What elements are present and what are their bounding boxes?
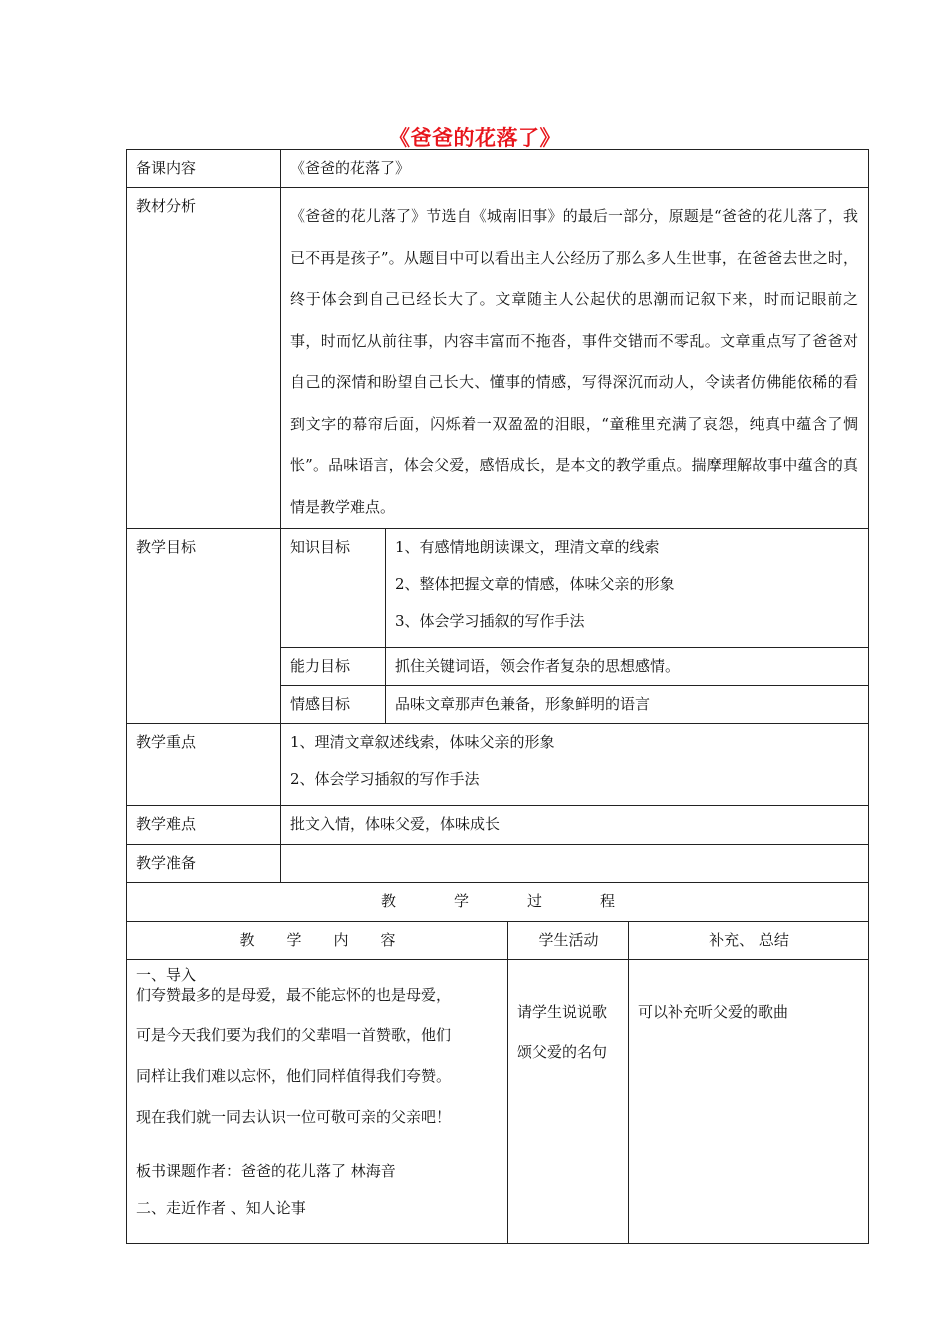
column-header-content xyxy=(127,922,507,950)
board-title-line: 板书课题作者：爸爸的花儿落了 林海音 xyxy=(136,1162,396,1180)
knowledge-item: 3、体会学习插叙的写作手法 xyxy=(395,612,585,630)
column-char: 教 xyxy=(239,931,255,949)
label-emotion-goal: 情感目标 xyxy=(290,695,351,713)
row-goals-knowledge xyxy=(127,529,869,648)
lesson-plan-table xyxy=(126,149,869,1244)
document-title: 《爸爸的花落了》 xyxy=(389,126,561,150)
row-process-columns xyxy=(127,922,869,960)
row-prep-content xyxy=(127,150,869,188)
label-analysis: 教材分析 xyxy=(136,197,197,215)
label-key-points: 教学重点 xyxy=(136,733,197,751)
lead-in-heading: 一、导入 xyxy=(136,966,197,984)
knowledge-item: 2、整体把握文章的情感，体味父亲的形象 xyxy=(395,575,675,593)
key-point-item: 2、体会学习插叙的写作手法 xyxy=(290,770,480,788)
row-process-heading xyxy=(127,883,869,922)
intro-line: 们夸赞最多的是母爱，最不能忘怀的也是母爱， xyxy=(136,986,452,1004)
activity-line: 颂父爱的名句 xyxy=(517,1043,608,1061)
intro-line: 同样让我们难以忘怀，他们同样值得我们夸赞。 xyxy=(136,1067,452,1085)
preparation-text xyxy=(281,845,868,852)
label-ability-goal: 能力目标 xyxy=(290,657,351,675)
column-header-activity: 学生活动 xyxy=(538,931,599,949)
row-key-points xyxy=(127,724,869,806)
process-heading xyxy=(127,883,868,911)
row-analysis xyxy=(127,188,869,529)
column-char: 内 xyxy=(333,931,349,949)
emotion-goal-text: 品味文章那声色兼备，形象鲜明的语言 xyxy=(395,695,651,713)
ability-goal-text: 抓住关键词语，领会作者复杂的思想感情。 xyxy=(395,657,681,675)
column-header-summary: 补充、 总结 xyxy=(709,931,789,949)
label-difficulty: 教学难点 xyxy=(136,815,197,833)
key-point-item: 1、理清文章叙述线索，体味父亲的形象 xyxy=(290,733,555,751)
value-prep-content: 《爸爸的花落了》 xyxy=(290,159,411,177)
knowledge-item: 1、有感情地朗读课文，理清文章的线索 xyxy=(395,538,660,556)
activity-line: 请学生说说歌 xyxy=(517,1003,608,1021)
section-two-heading: 二、走近作者 、知人论事 xyxy=(136,1199,306,1217)
label-preparation: 教学准备 xyxy=(136,854,197,872)
summary-text: 可以补充听父爱的歌曲 xyxy=(638,1003,789,1021)
label-prep-content: 备课内容 xyxy=(136,159,197,177)
heading-char: 过 xyxy=(527,892,543,910)
row-difficulty xyxy=(127,806,869,845)
heading-char: 程 xyxy=(600,892,616,910)
heading-char: 学 xyxy=(453,892,469,910)
label-goals: 教学目标 xyxy=(136,538,197,556)
label-knowledge-goal: 知识目标 xyxy=(290,538,351,556)
intro-line: 现在我们就一同去认识一位可敬可亲的父亲吧！ xyxy=(136,1108,452,1126)
analysis-text: 《爸爸的花儿落了》节选自《城南旧事》的最后一部分，原题是“爸爸的花儿落了，我已不再是孩子”。从题目中可以看出主人公经历了那么多人生世事，在爸爸去世之时，终于体会到自己已经长大了。文章随主人公起伏的思潮而记叙下来，时而记眼前之事，时而忆从前往事，内容丰富而不拖沓，事件交错而不零乱。文章重点写了爸爸对自己的深情和盼望自己长大、懂事的情感，写得深沉而动人，令读者仿佛能依稀的看到文字的幕帘后面，闪烁着一双盈盈的泪眼，“童稚里充满了哀怨，纯真中蕴含了惆怅”。品味语言，体会父爱，感悟成长，是本文的教学重点。揣摩理解故事中蕴含的真情是教学难点。 xyxy=(290,207,859,516)
heading-char: 教 xyxy=(380,892,396,910)
intro-line: 可是今天我们要为我们的父辈唱一首赞歌，他们 xyxy=(136,1026,452,1044)
column-char: 学 xyxy=(286,931,302,949)
column-char: 容 xyxy=(380,931,396,949)
difficulty-text: 批文入情，体味父爱，体味成长 xyxy=(290,815,501,833)
row-preparation xyxy=(127,845,869,883)
row-process-content xyxy=(127,960,869,1244)
